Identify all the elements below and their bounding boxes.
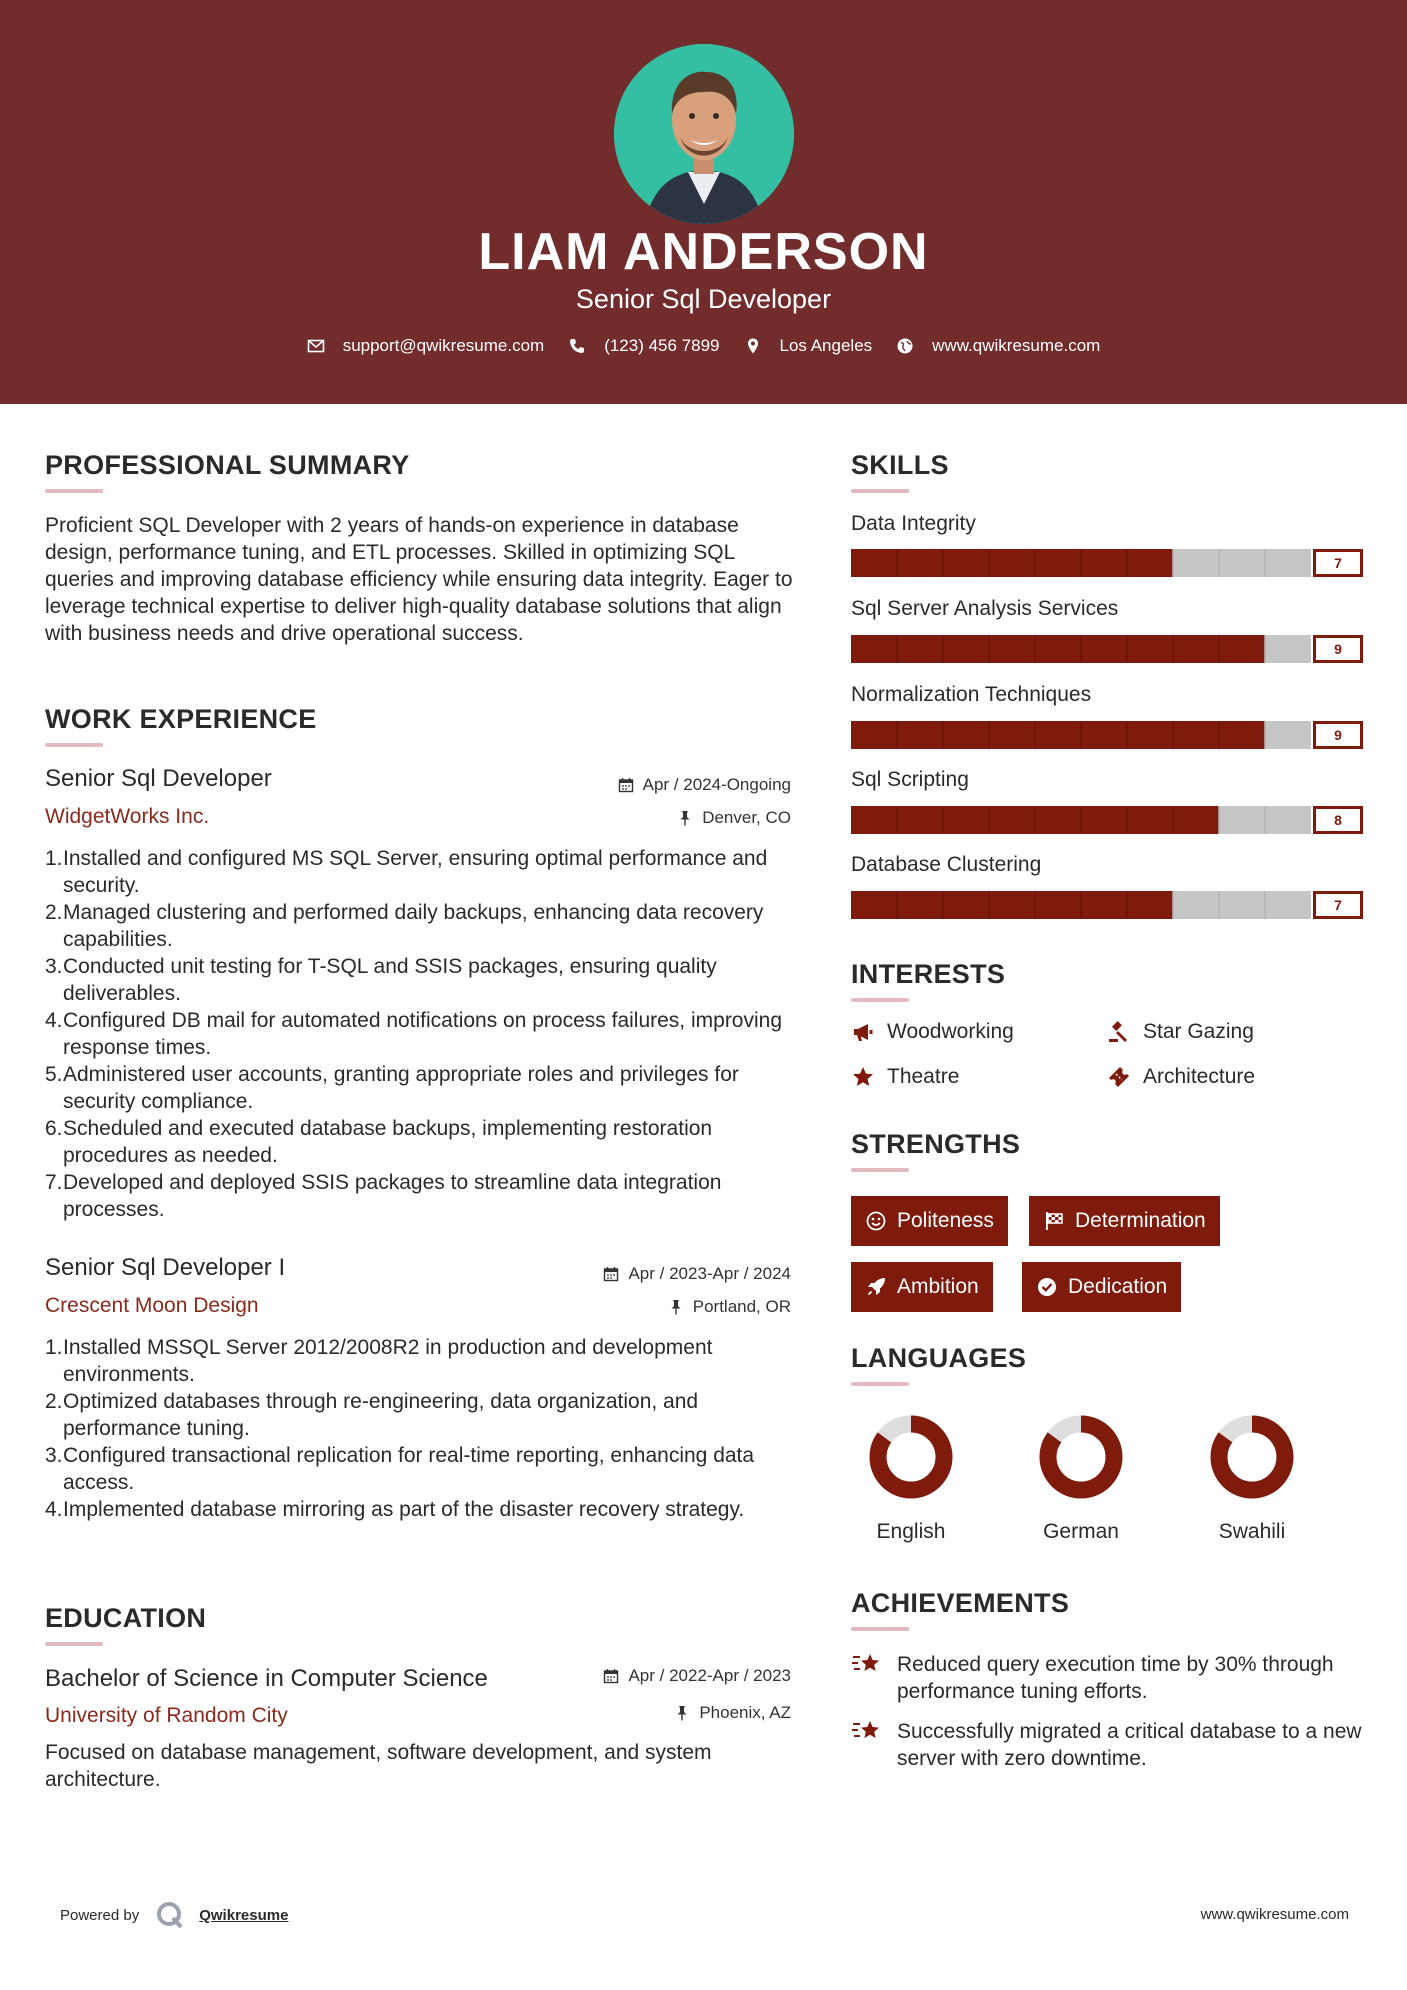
phone-icon bbox=[568, 337, 586, 355]
job-company: Crescent Moon Design bbox=[45, 1294, 259, 1317]
smile-icon bbox=[865, 1210, 887, 1232]
strength-badge bbox=[1029, 1196, 1220, 1246]
strength-label: Ambition bbox=[897, 1275, 979, 1298]
language-item bbox=[1021, 1412, 1141, 1544]
job-bullets bbox=[45, 1334, 805, 1523]
shooting-star-icon bbox=[851, 1651, 883, 1679]
interest-label: Woodworking bbox=[887, 1020, 1014, 1043]
skill-bar bbox=[851, 635, 1311, 663]
education-rule bbox=[45, 1642, 103, 1646]
contact-website-text: www.qwikresume.com bbox=[932, 336, 1101, 355]
skill-bar bbox=[851, 721, 1311, 749]
list-item: 3. Configured transactional replication for real-time reporting, enhancing data access. bbox=[45, 1444, 755, 1494]
skill-name: Sql Scripting bbox=[851, 768, 969, 791]
strength-badge bbox=[851, 1196, 1008, 1246]
interest-label: Star Gazing bbox=[1143, 1020, 1254, 1043]
skills-rule bbox=[851, 489, 909, 493]
skill-bar-ticks bbox=[851, 635, 1311, 663]
language-donut bbox=[1036, 1412, 1126, 1502]
strength-label: Politeness bbox=[897, 1209, 994, 1232]
summary-heading: PROFESSIONAL SUMMARY bbox=[45, 450, 410, 480]
candidate-role: Senior Sql Developer bbox=[575, 284, 832, 314]
job-title: Senior Sql Developer I bbox=[45, 1254, 286, 1281]
contact-location-text: Los Angeles bbox=[779, 336, 873, 355]
skill-name: Data Integrity bbox=[851, 512, 976, 535]
summary-text: Proficient SQL Developer with 2 years of hands-on experience in database design, performance tuning, and ETL processes. Skilled in optimizing SQL queries and improving database efficiency while ensuring data integrity. Eager to leverage technical expertise to deliver high-quality database solutions that align with business needs and drive operational success. bbox=[45, 514, 793, 645]
contact-email-text: support@qwikresume.com bbox=[342, 336, 545, 355]
job-dates-text: Apr / 2023-Apr / 2024 bbox=[628, 1264, 791, 1283]
candidate-name: LIAM ANDERSON bbox=[478, 223, 929, 281]
languages-heading: LANGUAGES bbox=[851, 1343, 1027, 1373]
job-bullets bbox=[45, 845, 805, 1223]
list-item: 2. Optimized databases through re-engineering, data organization, and performance tuning. bbox=[45, 1390, 699, 1440]
education-location bbox=[674, 1703, 791, 1723]
experience-heading: WORK EXPERIENCE bbox=[45, 704, 317, 734]
shooting-star-icon bbox=[851, 1718, 883, 1746]
flag-icon bbox=[1043, 1210, 1065, 1232]
interest-label: Theatre bbox=[887, 1065, 960, 1088]
education-dates-text: Apr / 2022-Apr / 2023 bbox=[628, 1666, 791, 1685]
contact-phone[interactable] bbox=[568, 336, 719, 356]
job-location bbox=[668, 1297, 791, 1317]
footer-website[interactable]: www.qwikresume.com bbox=[1200, 1906, 1349, 1923]
profile-photo bbox=[614, 44, 794, 224]
check-circle-icon bbox=[1036, 1276, 1058, 1298]
skills-heading: SKILLS bbox=[851, 450, 949, 480]
list-item: 4. Configured DB mail for automated notifications on process failures, improving response times. bbox=[45, 1009, 783, 1059]
education-heading: EDUCATION bbox=[45, 1603, 207, 1633]
list-item: 3. Conducted unit testing for T-SQL and SSIS packages, ensuring quality deliverables. bbox=[45, 955, 717, 1005]
pushpin-icon bbox=[674, 1705, 690, 1721]
strength-label: Determination bbox=[1075, 1209, 1206, 1232]
rocket-icon bbox=[865, 1276, 887, 1298]
skill-bar bbox=[851, 891, 1311, 919]
list-item: 4. Implemented database mirroring as part of the disaster recovery strategy. bbox=[45, 1498, 745, 1521]
achievements-heading: ACHIEVEMENTS bbox=[851, 1588, 1070, 1618]
skill-bar bbox=[851, 806, 1311, 834]
job-location bbox=[677, 808, 791, 828]
skill-score: 9 bbox=[1313, 635, 1363, 663]
achievements-rule bbox=[851, 1627, 909, 1631]
strength-label: Dedication bbox=[1068, 1275, 1168, 1298]
qwikresume-logo-icon bbox=[155, 1900, 185, 1930]
education-text: Focused on database management, software development, and system architecture. bbox=[45, 1741, 712, 1791]
interests-heading: INTERESTS bbox=[851, 959, 1006, 989]
interests-rule bbox=[851, 998, 909, 1002]
list-item: 5. Administered user accounts, granting appropriate roles and privileges for security compliance. bbox=[45, 1063, 739, 1113]
language-donut bbox=[866, 1412, 956, 1502]
star-icon bbox=[851, 1065, 875, 1089]
globe-icon bbox=[896, 337, 914, 355]
map-pin-icon bbox=[744, 337, 762, 355]
skill-score: 7 bbox=[1313, 891, 1363, 919]
interest-item bbox=[1107, 1020, 1254, 1044]
education-school: University of Random City bbox=[45, 1704, 288, 1727]
language-donut bbox=[1207, 1412, 1297, 1502]
interest-item bbox=[851, 1020, 1014, 1044]
job-dates bbox=[618, 775, 791, 795]
language-label: English bbox=[876, 1520, 946, 1543]
contact-location bbox=[744, 336, 873, 356]
skill-name: Normalization Techniques bbox=[851, 683, 1092, 706]
strengths-heading: STRENGTHS bbox=[851, 1129, 1021, 1159]
envelope-icon bbox=[307, 337, 325, 355]
list-item: 2. Managed clustering and performed daily backups, enhancing data recovery capabilities. bbox=[45, 901, 764, 951]
experience-rule bbox=[45, 743, 103, 747]
language-label: German bbox=[1043, 1520, 1119, 1543]
job-title: Senior Sql Developer bbox=[45, 765, 272, 792]
skill-name: Sql Server Analysis Services bbox=[851, 597, 1119, 620]
list-item: 6. Scheduled and executed database backups, implementing restoration procedures as needed. bbox=[45, 1117, 713, 1167]
interest-item bbox=[851, 1065, 959, 1089]
education-location-text: Phoenix, AZ bbox=[699, 1703, 791, 1722]
strength-badge bbox=[1022, 1262, 1181, 1312]
list-item: 1. Installed and configured MS SQL Server, ensuring optimal performance and security. bbox=[45, 847, 768, 897]
job-company: WidgetWorks Inc. bbox=[45, 805, 210, 828]
skill-score: 9 bbox=[1313, 721, 1363, 749]
resume-header bbox=[0, 0, 1407, 404]
achievement-text: Successfully migrated a critical database to a new server with zero downtime. bbox=[897, 1720, 1362, 1770]
strengths-rule bbox=[851, 1168, 909, 1172]
languages-rule bbox=[851, 1382, 909, 1386]
contact-bar bbox=[0, 336, 1407, 356]
achievement-item bbox=[851, 1718, 1371, 1772]
powered-by-text: Powered by bbox=[60, 1906, 140, 1924]
contact-email[interactable] bbox=[307, 336, 545, 356]
list-item: 7. Developed and deployed SSIS packages to streamline data integration processes. bbox=[45, 1171, 722, 1221]
job-location-text: Denver, CO bbox=[702, 808, 791, 827]
summary-rule bbox=[45, 489, 103, 493]
megaphone-icon bbox=[851, 1020, 875, 1044]
language-label: Swahili bbox=[1218, 1520, 1286, 1543]
pushpin-icon bbox=[677, 810, 693, 826]
calendar-icon bbox=[618, 777, 634, 793]
interest-item bbox=[1107, 1065, 1255, 1089]
skill-bar bbox=[851, 549, 1311, 577]
ticket-icon bbox=[1107, 1065, 1131, 1089]
skill-bar-ticks bbox=[851, 806, 1311, 834]
contact-website[interactable] bbox=[896, 336, 1100, 356]
job-dates-text: Apr / 2024-Ongoing bbox=[642, 775, 791, 794]
qwikresume-link[interactable]: Qwikresume bbox=[199, 1906, 289, 1924]
achievement-item bbox=[851, 1651, 1371, 1705]
calendar-icon bbox=[603, 1668, 619, 1684]
skill-bar-ticks bbox=[851, 549, 1311, 577]
skill-score: 7 bbox=[1313, 549, 1363, 577]
language-item bbox=[1192, 1412, 1312, 1544]
skill-name: Database Clustering bbox=[851, 853, 1042, 876]
language-item bbox=[851, 1412, 971, 1544]
interest-label: Architecture bbox=[1143, 1065, 1256, 1088]
strength-badge bbox=[851, 1262, 993, 1312]
contact-phone-text: (123) 456 7899 bbox=[604, 336, 720, 355]
achievement-text: Reduced query execution time by 30% through performance tuning efforts. bbox=[897, 1653, 1334, 1703]
job-dates bbox=[603, 1264, 791, 1284]
skill-bar-ticks bbox=[851, 891, 1311, 919]
list-item: 1. Installed MSSQL Server 2012/2008R2 in production and development environments. bbox=[45, 1336, 713, 1386]
education-degree: Bachelor of Science in Computer Science bbox=[45, 1665, 488, 1692]
footer-powered-by bbox=[60, 1900, 288, 1930]
calendar-icon bbox=[603, 1266, 619, 1282]
skill-score: 8 bbox=[1313, 806, 1363, 834]
education-dates bbox=[603, 1666, 791, 1686]
job-location-text: Portland, OR bbox=[692, 1297, 791, 1316]
skill-bar-ticks bbox=[851, 721, 1311, 749]
gavel-icon bbox=[1107, 1020, 1131, 1044]
pushpin-icon bbox=[668, 1299, 684, 1315]
